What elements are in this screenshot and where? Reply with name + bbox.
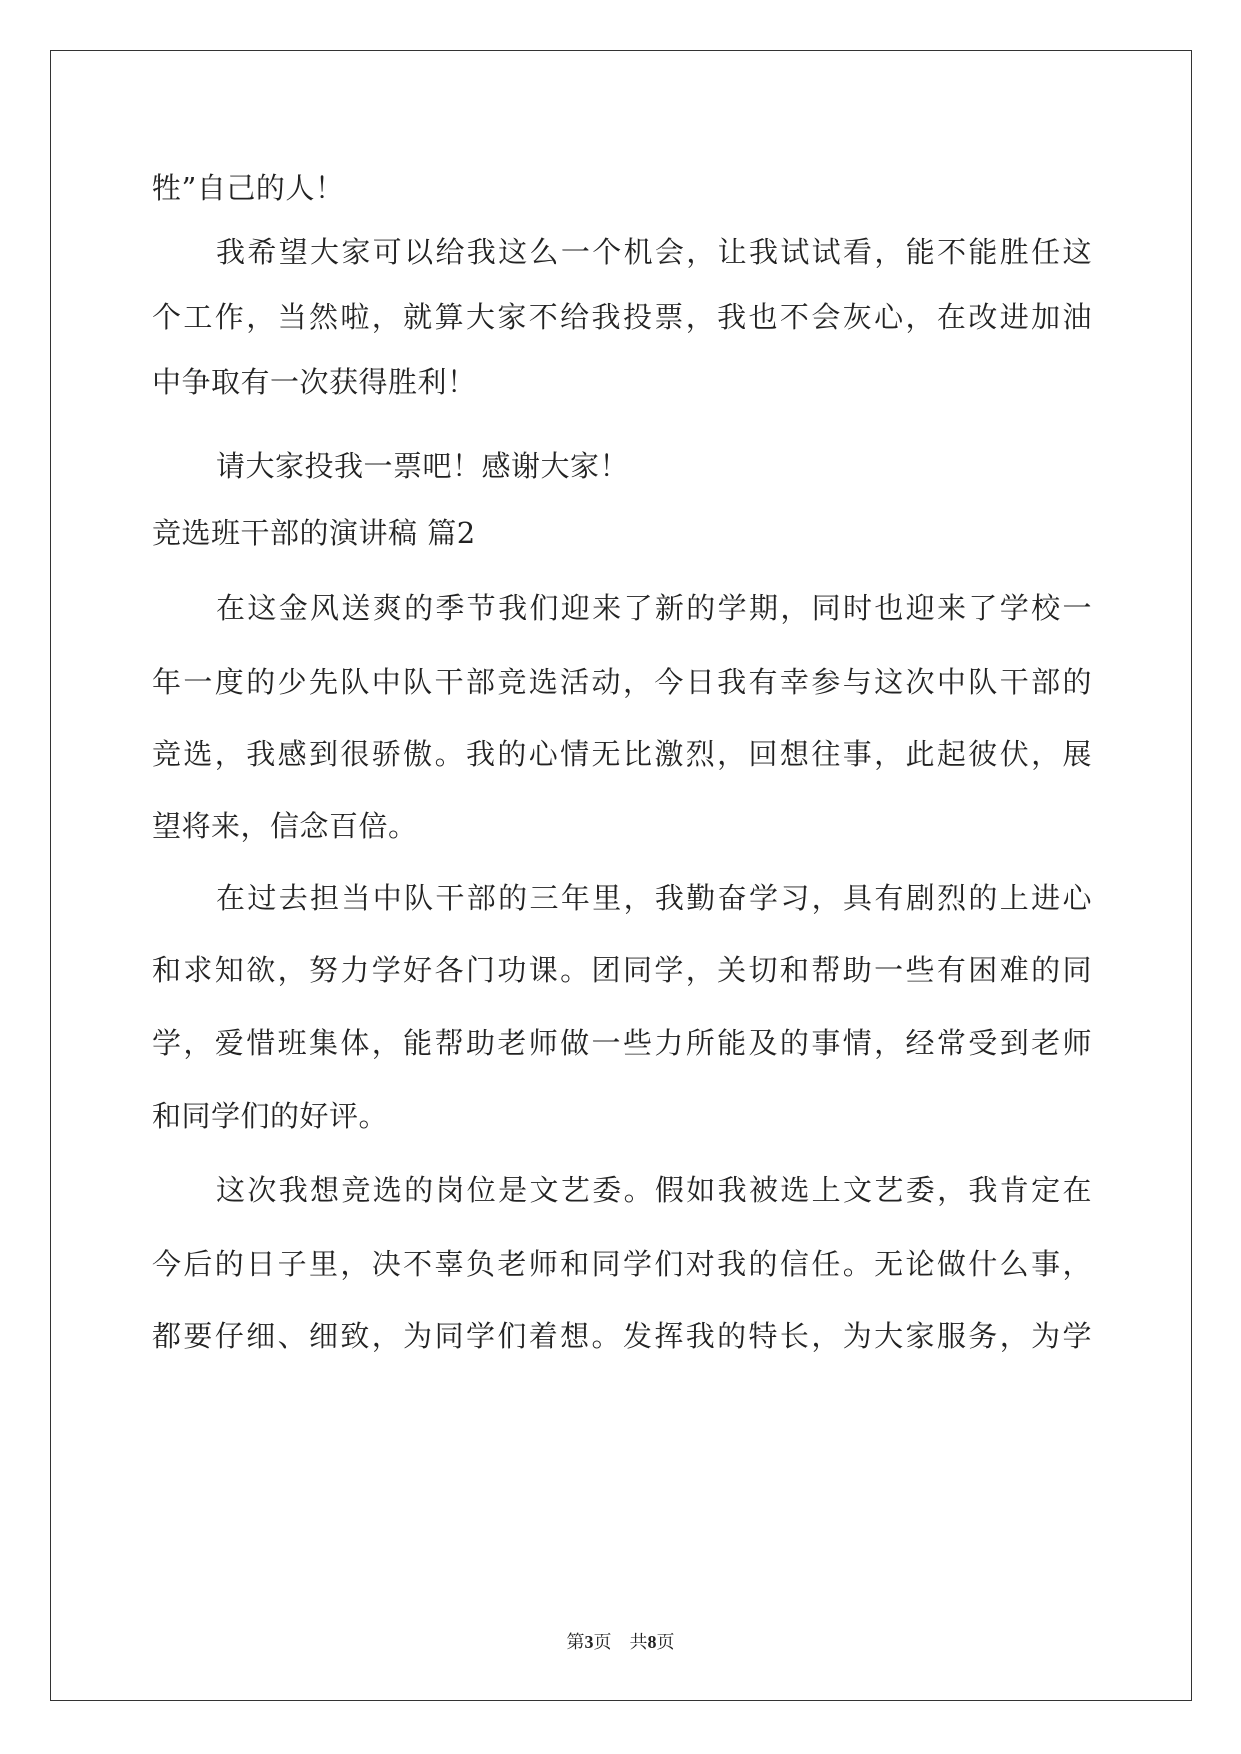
text-line: 学，爱惜班集体，能帮助老师做一些力所能及的事情，经常受到老师 (152, 1026, 1092, 1060)
paragraph-first-line: 在过去担当中队干部的三年里，我勤奋学习，具有剧烈的上进心 (216, 881, 1092, 915)
text-line: 竞选，我感到很骄傲。我的心情无比激烈，回想往事，此起彼伏，展 (152, 737, 1092, 771)
text-line: 年一度的少先队中队干部竞选活动，今日我有幸参与这次中队干部的 (152, 665, 1092, 699)
page-label-mid: 页 共 (593, 1632, 648, 1653)
text-line: 中争取有一次获得胜利！ (152, 365, 477, 399)
text-line: 牲”自己的人！ (152, 171, 345, 205)
paragraph-first-line: 我希望大家可以给我这么一个机会，让我试试看，能不能胜任这 (216, 235, 1092, 269)
page-current-number: 3 (584, 1632, 594, 1652)
paragraph-first-line: 这次我想竞选的岗位是文艺委。假如我被选上文艺委，我肯定在 (216, 1173, 1092, 1207)
text-line: 和求知欲，努力学好各门功课。团同学，关切和帮助一些有困难的同 (152, 953, 1092, 987)
text-line: 个工作，当然啦，就算大家不给我投票，我也不会灰心，在改进加油 (152, 300, 1092, 334)
paragraph-first-line: 请大家投我一票吧！感谢大家！ (216, 449, 630, 483)
section-heading: 竞选班干部的演讲稿 篇2 (152, 516, 476, 550)
page-footer (0, 1628, 1241, 1654)
page-label-prefix: 第 (566, 1632, 585, 1653)
text-line: 望将来，信念百倍。 (152, 809, 418, 843)
page-total-number: 8 (647, 1632, 657, 1652)
text-line: 今后的日子里，决不辜负老师和同学们对我的信任。无论做什么事， (152, 1247, 1092, 1281)
text-line: 和同学们的好评。 (152, 1099, 389, 1133)
page-label-suffix: 页 (656, 1632, 675, 1653)
text-line: 都要仔细、细致，为同学们着想。发挥我的特长，为大家服务，为学 (152, 1319, 1092, 1353)
paragraph-first-line: 在这金风送爽的季节我们迎来了新的学期，同时也迎来了学校一 (216, 591, 1092, 625)
